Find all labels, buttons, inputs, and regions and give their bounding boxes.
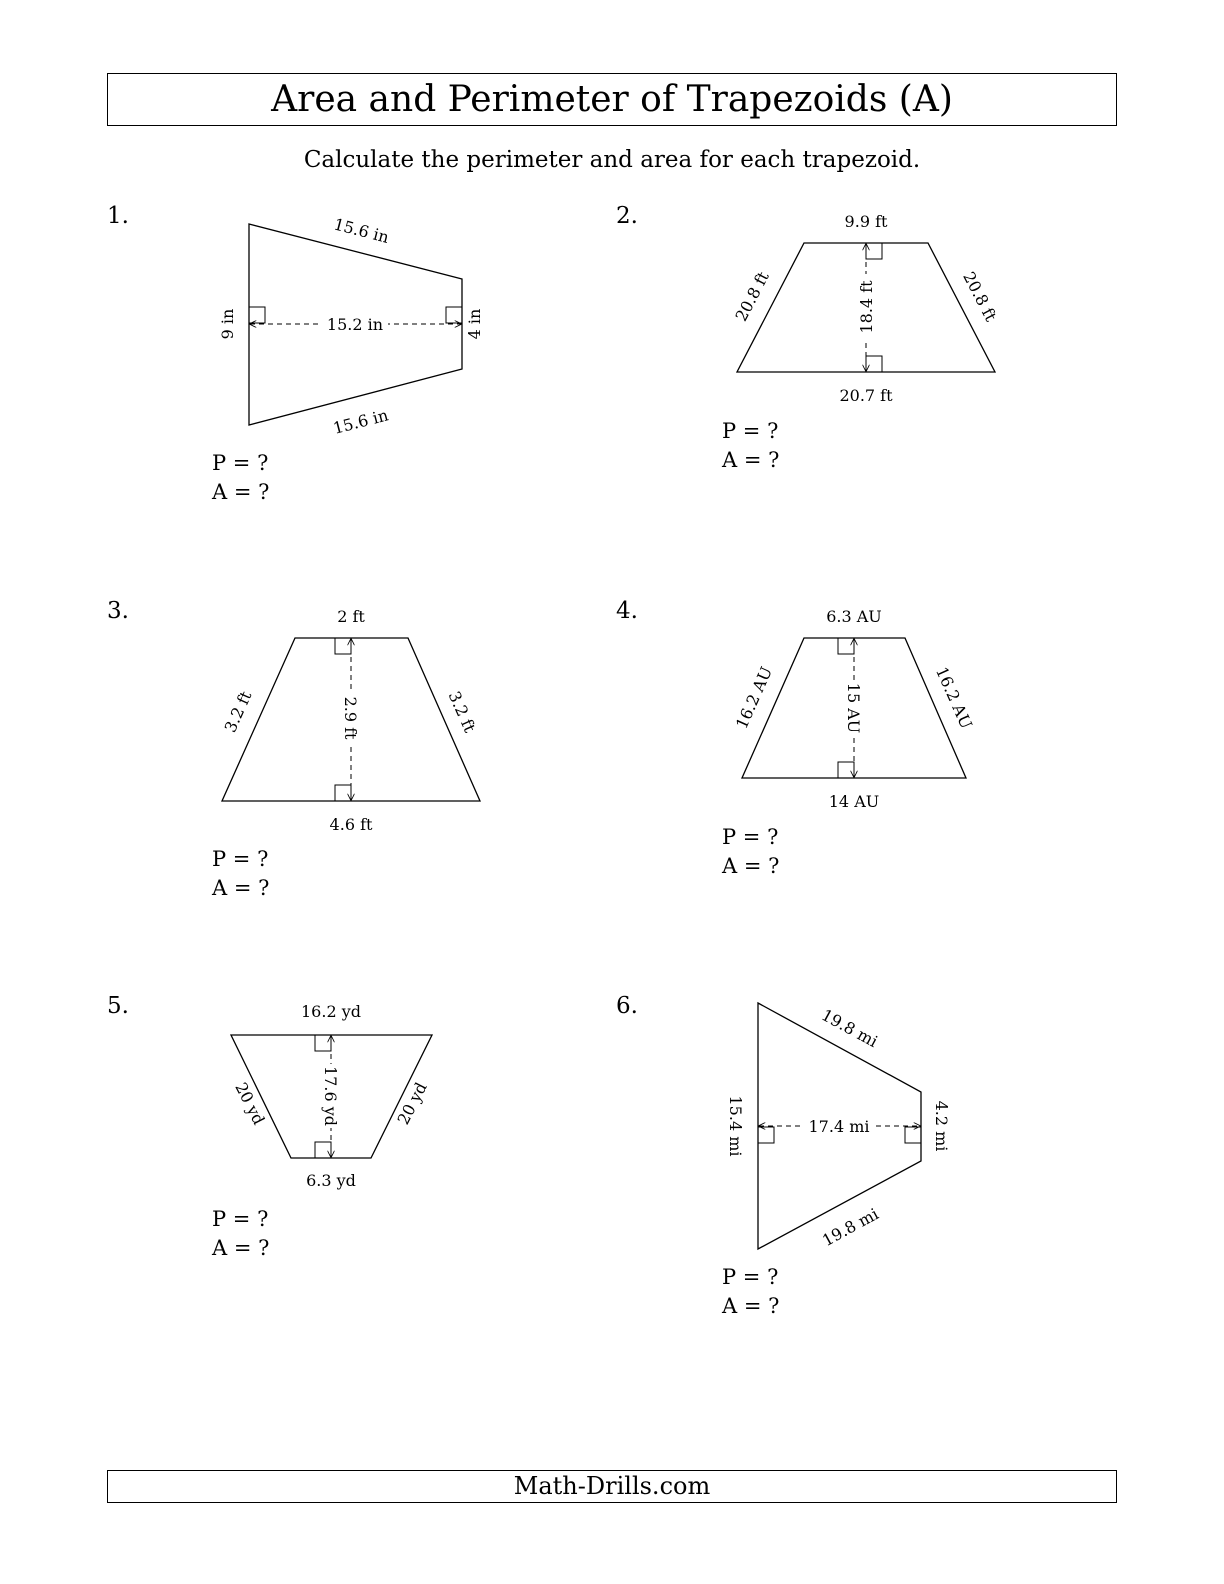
problem-2-right-angle-top (866, 243, 882, 259)
problem-1-figure (218, 214, 484, 437)
problem-3-top-label: 2 ft (337, 607, 365, 626)
problem-4-area: A = ? (722, 854, 780, 878)
problem-6-right-angle-right (905, 1127, 921, 1143)
problem-3-left-label: 3.2 ft (220, 688, 256, 736)
problem-5-right-label: 20 yd (393, 1079, 431, 1128)
problem-6-area: A = ? (722, 1294, 780, 1318)
problem-1-bottom-label: 15.6 in (331, 405, 391, 438)
problem-5-number: 5. (107, 993, 129, 1019)
problem-3-number: 3. (107, 598, 129, 624)
problem-6-right-angle-left (758, 1127, 774, 1143)
problem-4-figure (732, 607, 976, 811)
problem-4-height-label: 15 AU (844, 682, 863, 734)
problem-2-number: 2. (616, 203, 638, 229)
problem-1-area: A = ? (212, 480, 270, 504)
problem-1-number: 1. (107, 203, 129, 229)
problem-2-perimeter: P = ? (722, 419, 779, 443)
problem-5-area: A = ? (212, 1236, 270, 1260)
problem-2-area: A = ? (722, 448, 780, 472)
problem-2-figure (731, 212, 1000, 405)
problem-6-left-label: 15.4 mi (726, 1095, 745, 1157)
problem-6-perimeter: P = ? (722, 1265, 779, 1289)
problem-4-right-label: 16.2 AU (931, 663, 977, 732)
problem-4-perimeter: P = ? (722, 825, 779, 849)
problem-6-bottom-label: 19.8 mi (819, 1204, 882, 1251)
problem-6-right-label: 4.2 mi (932, 1100, 951, 1152)
problem-3-height-label: 2.9 ft (341, 696, 360, 740)
problem-3-perimeter: P = ? (212, 847, 269, 871)
page-title: Area and Perimeter of Trapezoids (A) (271, 79, 953, 120)
instructions: Calculate the perimeter and area for each trapezoid. (303, 147, 921, 173)
problem-6-figure (726, 1003, 951, 1250)
problem-5-right-angle-bottom (315, 1142, 331, 1158)
problem-2-right-angle-bottom (866, 356, 882, 372)
problem-6-height-label: 17.4 mi (808, 1117, 870, 1136)
problem-1-left-label: 9 in (218, 308, 237, 340)
problem-1-perimeter: P = ? (212, 451, 269, 475)
problem-3-area: A = ? (212, 876, 270, 900)
problem-5-perimeter: P = ? (212, 1207, 269, 1231)
problem-4-right-angle-top (838, 638, 854, 654)
problem-5-figure (231, 1002, 432, 1190)
problem-3-right-angle-bottom (335, 785, 351, 801)
problem-5-right-angle-top (315, 1035, 331, 1051)
problem-2-left-label: 20.8 ft (731, 268, 773, 325)
problem-1-right-angle-right (446, 307, 462, 323)
problem-4-top-label: 6.3 AU (826, 607, 882, 626)
problem-1-top-label: 15.6 in (331, 214, 391, 247)
problem-5-top-label: 16.2 yd (301, 1002, 361, 1021)
footer-text: Math-Drills.com (513, 1472, 711, 1500)
problem-3-right-angle-top (335, 638, 351, 654)
problem-2-height-label: 18.4 ft (857, 280, 876, 334)
problem-2-bottom-label: 20.7 ft (839, 386, 893, 405)
problem-2-right-label: 20.8 ft (959, 268, 1001, 325)
problem-1-height-label: 15.2 in (326, 315, 384, 334)
problem-3-figure (221, 607, 480, 834)
problem-3-right-label: 3.2 ft (444, 688, 480, 736)
problem-6-top-label: 19.8 mi (818, 1005, 881, 1052)
problem-5-height-label: 17.6 yd (321, 1066, 340, 1126)
problem-5-left-label: 20 yd (231, 1079, 269, 1128)
footer-box (107, 1470, 1117, 1503)
problem-5-bottom-label: 6.3 yd (306, 1171, 356, 1190)
problem-1-right-label: 4 in (465, 308, 484, 340)
problem-2-top-label: 9.9 ft (844, 212, 888, 231)
problem-4-bottom-label: 14 AU (828, 792, 880, 811)
problem-6-number: 6. (616, 993, 638, 1019)
problem-4-left-label: 16.2 AU (731, 663, 777, 732)
problem-3-bottom-label: 4.6 ft (329, 815, 373, 834)
problem-4-right-angle-bottom (838, 762, 854, 778)
problem-4-number: 4. (616, 598, 638, 624)
problem-1-right-angle-left (249, 307, 265, 323)
